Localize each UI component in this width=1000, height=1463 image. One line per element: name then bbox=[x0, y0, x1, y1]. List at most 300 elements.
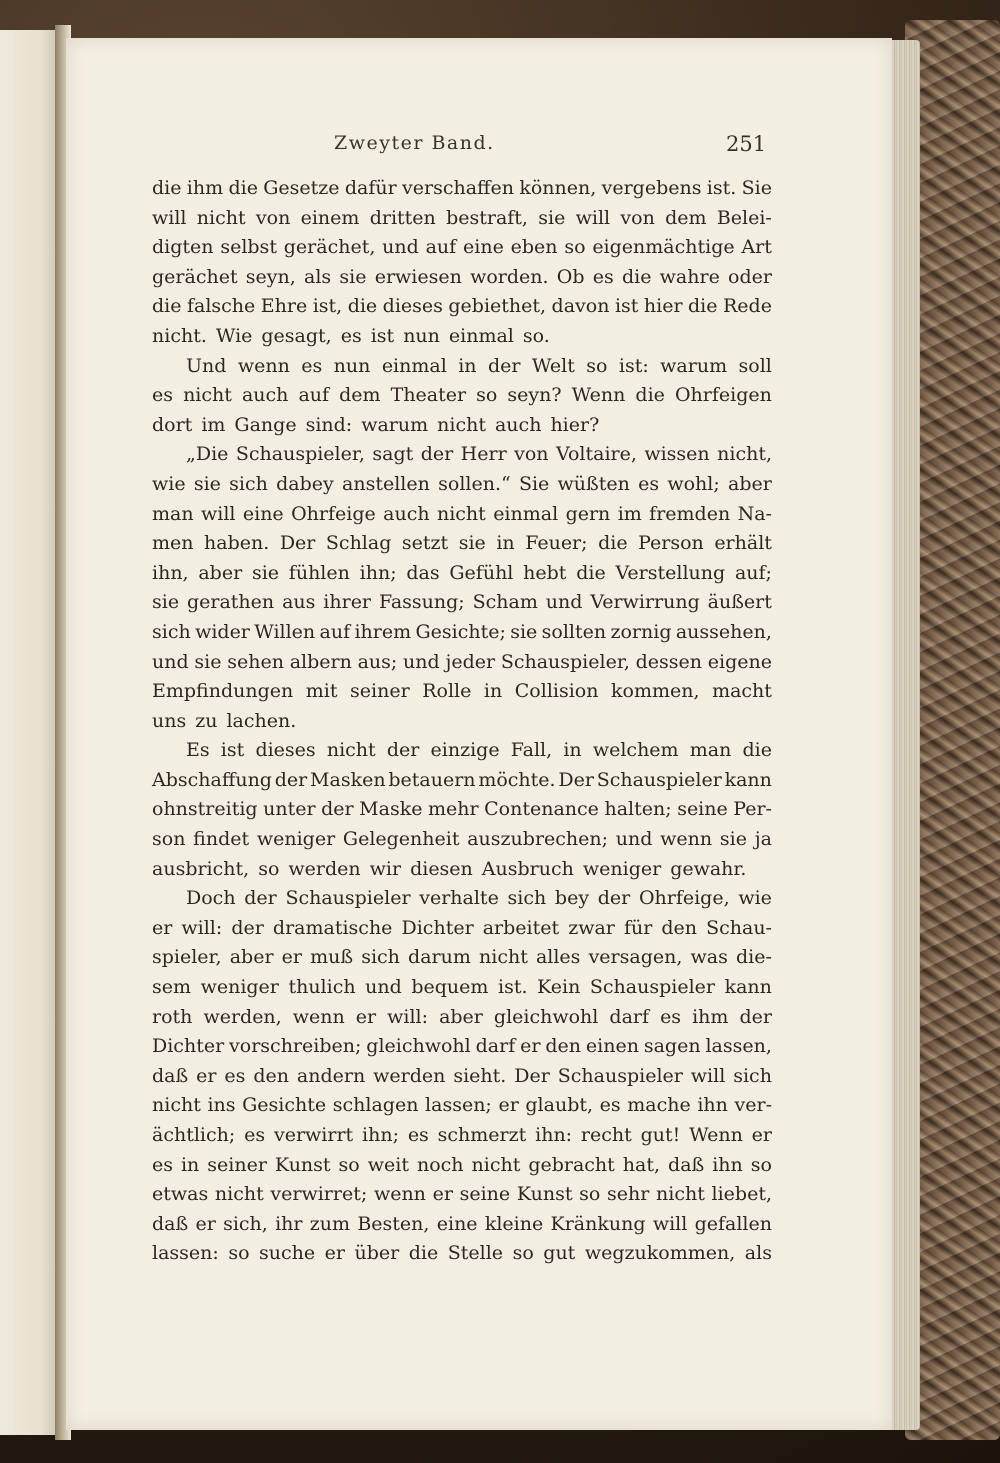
word: nicht bbox=[471, 1153, 521, 1176]
word: Schau- bbox=[706, 916, 772, 939]
word: und bbox=[152, 650, 189, 673]
word: und bbox=[382, 236, 419, 259]
word: die bbox=[576, 561, 606, 584]
word: in bbox=[496, 532, 515, 555]
word: findet bbox=[193, 828, 250, 851]
word: man bbox=[689, 739, 732, 762]
word: sie bbox=[194, 650, 222, 673]
word: wüßten bbox=[557, 472, 630, 495]
word: aber bbox=[439, 1005, 483, 1028]
word: der bbox=[420, 443, 454, 466]
word: zum bbox=[309, 1212, 351, 1235]
word: nicht bbox=[436, 502, 486, 525]
word: es bbox=[340, 324, 362, 347]
word: es bbox=[407, 1124, 429, 1146]
word: sich bbox=[229, 472, 268, 495]
word: nun bbox=[403, 324, 440, 347]
word: wenn bbox=[292, 1005, 345, 1028]
word: ihr bbox=[275, 1212, 303, 1235]
word: verwirrt bbox=[273, 1124, 354, 1146]
text-line bbox=[152, 795, 772, 825]
word: sagt bbox=[372, 443, 414, 466]
word: Verstellung bbox=[615, 561, 726, 584]
word: dramatische bbox=[272, 916, 393, 939]
word: gerathen bbox=[186, 591, 275, 614]
text-line bbox=[152, 943, 772, 973]
word: Na- bbox=[737, 502, 772, 525]
word: es bbox=[244, 1124, 266, 1146]
word: Kein bbox=[537, 976, 581, 999]
word: haben. bbox=[204, 532, 270, 555]
word: sie bbox=[719, 828, 747, 851]
word: Collision bbox=[514, 680, 599, 703]
word: wenn bbox=[373, 1183, 426, 1206]
word: möchte. bbox=[478, 768, 556, 791]
word: setzt bbox=[401, 532, 449, 555]
text-line bbox=[152, 470, 772, 500]
word: erwiesen bbox=[374, 265, 462, 288]
word: sie bbox=[538, 206, 566, 229]
word: gern bbox=[565, 502, 611, 525]
word: aussehen, bbox=[675, 620, 772, 643]
word: selbst bbox=[220, 236, 277, 259]
word: und bbox=[545, 591, 583, 614]
word: recht bbox=[580, 1124, 632, 1146]
word: darum bbox=[408, 946, 471, 969]
word: andern bbox=[296, 1064, 366, 1087]
text-line bbox=[152, 174, 772, 204]
word: der bbox=[487, 354, 521, 377]
word: falsche bbox=[186, 295, 256, 318]
word: wegzukommen, bbox=[584, 1242, 736, 1265]
word: ist bbox=[370, 324, 395, 347]
word: Theater bbox=[390, 384, 467, 407]
word: Empfindungen bbox=[152, 680, 294, 703]
word: wahre bbox=[659, 265, 720, 288]
word: arbeitet bbox=[482, 916, 560, 939]
word: etwas bbox=[152, 1183, 209, 1206]
word: nun bbox=[333, 354, 371, 377]
word: nicht bbox=[326, 739, 376, 762]
word: warum bbox=[660, 354, 728, 377]
word: welchem bbox=[592, 739, 679, 762]
word: albern bbox=[289, 650, 352, 673]
word: so bbox=[476, 384, 498, 407]
word: über bbox=[354, 1242, 400, 1265]
word: nicht bbox=[196, 206, 246, 229]
word: einen bbox=[585, 1035, 639, 1058]
word: wider bbox=[195, 620, 250, 643]
word: die bbox=[621, 265, 652, 288]
word: Welt bbox=[531, 354, 575, 377]
word: es bbox=[599, 1094, 621, 1117]
word: so bbox=[338, 1153, 360, 1176]
word: sie bbox=[193, 472, 221, 495]
word: daß bbox=[668, 1153, 705, 1176]
word: der bbox=[597, 887, 631, 910]
word: bequem bbox=[411, 976, 489, 999]
text-line bbox=[152, 707, 772, 737]
word: bestraft, bbox=[446, 206, 528, 229]
word: man bbox=[152, 502, 194, 525]
word: die bbox=[228, 177, 258, 199]
word: sagen bbox=[643, 1035, 701, 1058]
word: werden bbox=[288, 857, 361, 880]
word: so bbox=[512, 1242, 534, 1265]
word: den bbox=[661, 916, 698, 939]
word: ist: bbox=[618, 354, 649, 377]
text-line bbox=[152, 352, 772, 382]
word: auf; bbox=[734, 561, 772, 584]
word: eine bbox=[463, 236, 504, 259]
text-line bbox=[152, 529, 772, 559]
word: sem bbox=[152, 976, 192, 999]
word: mit bbox=[305, 680, 338, 703]
book-page bbox=[66, 38, 892, 1430]
word: Feuer; bbox=[525, 532, 588, 555]
word: daß bbox=[152, 1212, 189, 1235]
word: Gesichte; bbox=[415, 620, 506, 643]
word: diesen bbox=[410, 857, 473, 880]
word: eigenmächtige bbox=[592, 236, 735, 259]
word: im bbox=[201, 413, 226, 436]
word: halten; bbox=[604, 798, 672, 821]
word: sich bbox=[152, 620, 191, 643]
word: der bbox=[739, 1005, 772, 1028]
word: Ausbruch bbox=[481, 857, 574, 880]
word: aus bbox=[282, 591, 316, 614]
word: gerächet, bbox=[283, 236, 376, 259]
word: sie bbox=[510, 620, 538, 643]
word: Sie bbox=[518, 472, 550, 495]
text-line bbox=[152, 677, 772, 707]
word: einzige bbox=[430, 739, 500, 762]
word: will bbox=[152, 206, 187, 229]
text-line bbox=[152, 736, 772, 766]
word: nicht bbox=[479, 946, 528, 969]
text-line bbox=[152, 440, 772, 470]
word: Abschaffung bbox=[152, 768, 272, 791]
word: verwirret; bbox=[270, 1183, 368, 1206]
text-line bbox=[152, 500, 772, 530]
word: er bbox=[498, 1094, 519, 1117]
word: Dichter bbox=[401, 916, 474, 939]
word: wie bbox=[738, 887, 772, 910]
word: die bbox=[598, 532, 628, 555]
word: Der bbox=[558, 768, 594, 791]
word: lassen: bbox=[152, 1242, 219, 1265]
word: Stelle bbox=[447, 1242, 504, 1265]
word: nicht bbox=[214, 1183, 264, 1206]
word: unter bbox=[263, 798, 316, 821]
word: versagen, bbox=[588, 946, 683, 969]
word: Ehre bbox=[260, 295, 308, 318]
word: zwar bbox=[568, 916, 615, 939]
word: wir bbox=[369, 857, 402, 880]
word: es bbox=[152, 1153, 173, 1176]
word: Kunst bbox=[516, 1183, 573, 1206]
word: ja bbox=[754, 828, 772, 851]
word: Es bbox=[186, 739, 210, 762]
text-line bbox=[152, 204, 772, 234]
word: Der bbox=[514, 1064, 550, 1087]
word: ihn bbox=[712, 1153, 743, 1176]
word: kann bbox=[724, 768, 772, 791]
word: die bbox=[152, 295, 182, 318]
text-line bbox=[152, 766, 772, 796]
word: noch bbox=[416, 1153, 464, 1176]
text-line bbox=[152, 233, 772, 263]
word: er bbox=[195, 1212, 216, 1235]
word: will bbox=[575, 206, 611, 229]
word: Schauspieler bbox=[285, 887, 411, 910]
word: mache bbox=[627, 1094, 691, 1117]
word: ihm bbox=[692, 1005, 729, 1028]
word: wohl; bbox=[667, 472, 720, 495]
text-line bbox=[152, 884, 772, 914]
word: aus; bbox=[357, 650, 398, 673]
word: erhält bbox=[714, 532, 772, 555]
word: so bbox=[586, 354, 608, 377]
word: er bbox=[324, 1242, 345, 1265]
word: Gange bbox=[234, 413, 297, 436]
word: jeder bbox=[445, 650, 496, 673]
word: dafür bbox=[344, 177, 397, 199]
word: dieses bbox=[382, 295, 443, 318]
word: Belei- bbox=[716, 206, 772, 229]
text-line bbox=[152, 618, 772, 648]
word: anstellen bbox=[342, 472, 430, 495]
word: Fassung; bbox=[378, 591, 465, 614]
word: im bbox=[617, 502, 642, 525]
running-head bbox=[66, 132, 892, 162]
word: aber bbox=[728, 472, 772, 495]
word: gleichwohl bbox=[366, 1035, 471, 1058]
word: hier bbox=[643, 295, 683, 318]
word: werden, bbox=[203, 1005, 282, 1028]
word: ächtlich; bbox=[152, 1124, 236, 1146]
word: eben bbox=[510, 236, 558, 259]
word: ins bbox=[207, 1094, 236, 1117]
word: lachen. bbox=[226, 709, 297, 732]
word: sie bbox=[458, 532, 486, 555]
word: er bbox=[281, 946, 302, 969]
text-line bbox=[152, 855, 772, 885]
word: gerächet bbox=[152, 265, 238, 288]
word: glaubt, bbox=[525, 1094, 594, 1117]
word: Voltaire, bbox=[555, 443, 637, 466]
word: mehr bbox=[428, 798, 479, 821]
word: gleichwohl bbox=[493, 1005, 599, 1028]
word: nicht. bbox=[152, 324, 207, 347]
word: sie bbox=[251, 561, 280, 584]
word: dessen bbox=[635, 650, 703, 673]
word: warum bbox=[361, 413, 429, 436]
word: roth bbox=[152, 1005, 193, 1028]
text-line bbox=[152, 381, 772, 411]
word: auf bbox=[425, 236, 457, 259]
word: dem bbox=[665, 206, 707, 229]
word: können, bbox=[519, 177, 597, 199]
word: Schauspieler, bbox=[500, 650, 630, 673]
word: vergebens bbox=[601, 177, 702, 199]
text-line bbox=[152, 588, 772, 618]
word: Dichter bbox=[152, 1035, 225, 1058]
word: sich, bbox=[223, 1212, 268, 1235]
word: für bbox=[623, 916, 653, 939]
word: will bbox=[652, 1212, 688, 1235]
text-line bbox=[152, 1032, 772, 1062]
word: auf bbox=[319, 620, 351, 643]
word: Wenn bbox=[571, 384, 626, 407]
text-line bbox=[152, 648, 772, 678]
word: Willen bbox=[254, 620, 316, 643]
word: werden bbox=[373, 1064, 446, 1087]
text-line bbox=[152, 1091, 772, 1121]
word: eigene bbox=[707, 650, 772, 673]
word: zu bbox=[195, 709, 218, 732]
word: Ohrfeigen bbox=[674, 384, 772, 407]
word: Herr bbox=[460, 443, 507, 466]
word: wenn bbox=[237, 354, 290, 377]
word: Gefühl bbox=[449, 561, 514, 584]
word: ohnstreitig bbox=[152, 798, 258, 821]
word: hat, bbox=[622, 1153, 661, 1176]
word: der bbox=[274, 768, 308, 791]
word: kommen, bbox=[611, 680, 700, 703]
word: ihm bbox=[186, 177, 224, 199]
word: Wie bbox=[215, 324, 253, 347]
word: er bbox=[520, 1035, 541, 1058]
word: den bbox=[253, 1064, 289, 1087]
word: sehen bbox=[227, 650, 284, 673]
word: spieler, bbox=[152, 946, 222, 969]
word: als bbox=[744, 1242, 772, 1265]
word: nicht, bbox=[717, 443, 772, 466]
word: gefallen bbox=[694, 1212, 772, 1235]
word: dort bbox=[152, 413, 193, 436]
word: ver- bbox=[734, 1094, 772, 1117]
word: Art bbox=[741, 236, 772, 259]
word: eine bbox=[436, 1212, 478, 1235]
word: einmal bbox=[381, 354, 447, 377]
word: die bbox=[408, 1242, 439, 1265]
word: seyn? bbox=[507, 384, 562, 407]
word: sollten bbox=[541, 620, 607, 643]
word: der bbox=[244, 887, 277, 910]
word: zornig bbox=[610, 620, 672, 643]
word: sich bbox=[507, 887, 547, 910]
word: aber bbox=[229, 946, 274, 969]
text-line bbox=[152, 914, 772, 944]
word: wenn bbox=[660, 828, 713, 851]
word: fremden bbox=[649, 502, 731, 525]
word: einem bbox=[300, 206, 360, 229]
word: so. bbox=[522, 324, 550, 347]
word: darf bbox=[609, 1005, 650, 1028]
word: was bbox=[690, 946, 728, 969]
word: es bbox=[638, 472, 660, 495]
word: die bbox=[152, 177, 182, 199]
word: es bbox=[152, 384, 173, 407]
word: Wenn bbox=[689, 1124, 743, 1146]
word: Maske bbox=[359, 798, 423, 821]
word: Schlag bbox=[325, 532, 392, 555]
word: Gesichte bbox=[242, 1094, 327, 1117]
word: es bbox=[660, 1005, 682, 1028]
word: ist bbox=[614, 295, 639, 318]
word: macht bbox=[712, 680, 772, 703]
word: er bbox=[152, 916, 173, 939]
word: seine bbox=[677, 798, 728, 821]
word: auf bbox=[298, 384, 330, 407]
word: weniger bbox=[200, 976, 279, 999]
word: und bbox=[365, 976, 402, 999]
word: das bbox=[406, 561, 440, 584]
word: will bbox=[200, 502, 236, 525]
word: ihn, bbox=[152, 561, 189, 584]
facing-page-sliver bbox=[0, 30, 58, 1435]
text-line bbox=[152, 1003, 772, 1033]
text-line bbox=[152, 1180, 772, 1210]
word: schlagen bbox=[332, 1094, 419, 1117]
word: Doch bbox=[186, 887, 236, 910]
word: Rede bbox=[722, 295, 772, 318]
word: lassen, bbox=[705, 1035, 772, 1058]
word: Schauspieler bbox=[589, 976, 715, 999]
word: sieht. bbox=[453, 1064, 507, 1087]
word: die bbox=[688, 295, 718, 318]
word: gut bbox=[543, 1242, 576, 1265]
word: Masken bbox=[310, 768, 386, 791]
word: Der bbox=[279, 532, 316, 555]
word: die bbox=[347, 295, 378, 318]
text-line bbox=[152, 825, 772, 855]
word: ihrem bbox=[354, 620, 412, 643]
word: gesagt, bbox=[261, 324, 332, 347]
word: gut! bbox=[640, 1124, 681, 1146]
text-line bbox=[152, 1121, 772, 1151]
word: ist. bbox=[706, 177, 737, 199]
word: Ohrfeige bbox=[291, 502, 376, 525]
text-line bbox=[152, 1151, 772, 1181]
word: sehr bbox=[607, 1183, 650, 1206]
word: nicht bbox=[656, 1183, 705, 1206]
word: und bbox=[615, 828, 653, 851]
word: wissen bbox=[644, 443, 710, 466]
word: seiner bbox=[207, 1153, 267, 1176]
word: so bbox=[228, 1242, 250, 1265]
word: weniger bbox=[582, 857, 662, 880]
word: will bbox=[690, 1064, 726, 1087]
word: digten bbox=[152, 236, 214, 259]
word: einmal bbox=[448, 324, 514, 347]
word: alles bbox=[535, 946, 581, 969]
word: uns bbox=[152, 709, 187, 732]
word: so bbox=[579, 1183, 601, 1206]
word: die bbox=[635, 384, 665, 407]
word: äußert bbox=[707, 591, 772, 614]
word: der bbox=[231, 916, 264, 939]
word: son bbox=[152, 828, 186, 851]
word: seyn, bbox=[245, 265, 296, 288]
word: der bbox=[321, 798, 354, 821]
word: weniger bbox=[256, 828, 336, 851]
word: bey bbox=[554, 887, 590, 910]
word: auch bbox=[241, 384, 289, 407]
word: ihrer bbox=[323, 591, 372, 614]
word: Gesetze bbox=[263, 177, 340, 199]
